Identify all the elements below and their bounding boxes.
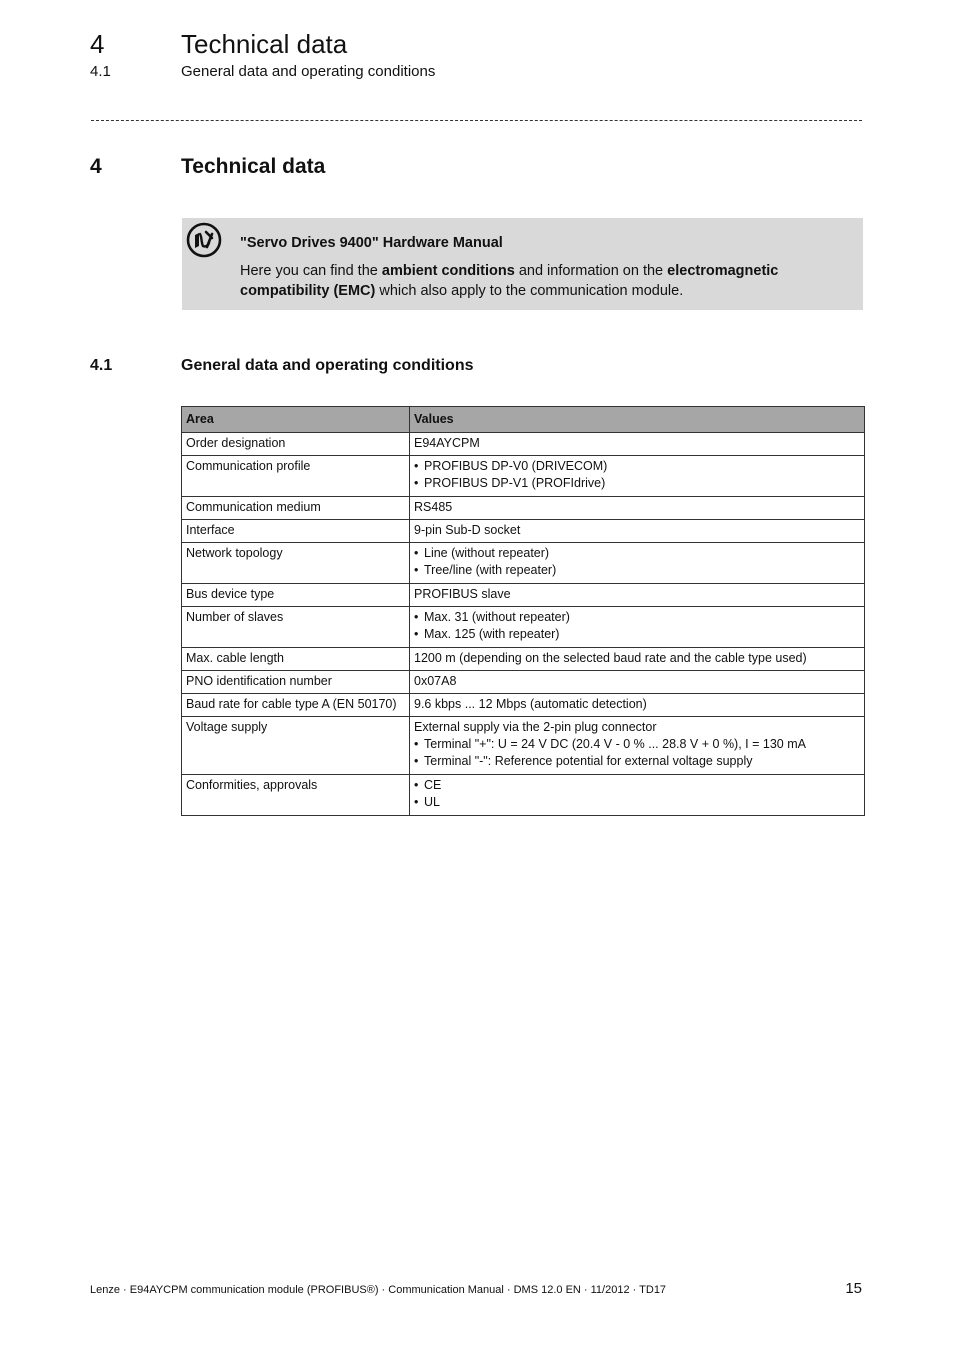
value-text: External supply via the 2-pin plug connector (414, 720, 657, 734)
running-header-section-title: General data and operating conditions (181, 63, 436, 80)
table-row (182, 543, 865, 584)
list-item: • Tree/line (with repeater) (414, 562, 860, 579)
manual-reference-icon (186, 222, 222, 258)
value-cell: PROFIBUS slave (410, 584, 865, 607)
section-title: General data and operating conditions (181, 357, 474, 374)
table-row (182, 717, 865, 775)
header-divider (91, 120, 862, 121)
list-item: • PROFIBUS DP-V0 (DRIVECOM) (414, 458, 860, 475)
column-header-values: Values (410, 407, 865, 433)
value-cell: 1200 m (depending on the selected baud rate and the cable type used) (410, 648, 865, 671)
area-cell: Conformities, approvals (182, 775, 410, 816)
value-cell (410, 543, 865, 584)
table-row (182, 648, 865, 671)
area-cell: Order designation (182, 433, 410, 456)
list-item: • Line (without repeater) (414, 545, 860, 562)
running-header-section-number: 4.1 (90, 63, 111, 80)
table-row (182, 456, 865, 497)
area-cell: Number of slaves (182, 607, 410, 648)
value-cell: E94AYCPM (410, 433, 865, 456)
table-row (182, 497, 865, 520)
column-header-area: Area (182, 407, 410, 433)
table-row (182, 775, 865, 816)
area-cell: Communication medium (182, 497, 410, 520)
chapter-number: 4 (90, 155, 102, 178)
area-cell: Voltage supply (182, 717, 410, 775)
list-item: • Terminal "+": U = 24 V DC (20.4 V - 0 % ... 28.8 V + 0 %), I = 130 mA (414, 736, 860, 753)
footer-text: Lenze · E94AYCPM communication module (PROFIBUS®) · Communication Manual · DMS 12.0 EN · 11/2012 · TD17 (90, 1284, 667, 1296)
value-cell (410, 717, 865, 775)
area-cell: Communication profile (182, 456, 410, 497)
page-number: 15 (845, 1280, 862, 1297)
value-cell: RS485 (410, 497, 865, 520)
note-body: Here you can find the ambient conditions and information on the electromagnetic compatibility (EMC) which also apply to the communication module. (240, 263, 779, 299)
running-header-chapter-number: 4 (90, 29, 105, 59)
running-header-chapter-title: Technical data (181, 29, 348, 59)
area-cell: Max. cable length (182, 648, 410, 671)
area-cell: Baud rate for cable type A (EN 50170) (182, 694, 410, 717)
list-item: • PROFIBUS DP-V1 (PROFIdrive) (414, 475, 860, 492)
value-cell (410, 607, 865, 648)
area-cell: PNO identification number (182, 671, 410, 694)
area-cell: Network topology (182, 543, 410, 584)
value-cell: 0x07A8 (410, 671, 865, 694)
value-cell (410, 456, 865, 497)
section-number: 4.1 (90, 357, 113, 374)
table-row (182, 520, 865, 543)
list-item: • Max. 125 (with repeater) (414, 626, 860, 643)
list-item: • Terminal "-": Reference potential for external voltage supply (414, 753, 860, 770)
table-row (182, 671, 865, 694)
general-data-table (181, 406, 865, 816)
table-header-row (182, 407, 865, 433)
area-cell: Bus device type (182, 584, 410, 607)
value-cell: 9.6 kbps ... 12 Mbps (automatic detection) (410, 694, 865, 717)
table-row (182, 607, 865, 648)
table-row (182, 433, 865, 456)
list-item: • UL (414, 794, 860, 811)
chapter-title: Technical data (181, 155, 326, 178)
area-cell: Interface (182, 520, 410, 543)
note-title: "Servo Drives 9400" Hardware Manual (240, 235, 503, 251)
list-item: • Max. 31 (without repeater) (414, 609, 860, 626)
list-item: • CE (414, 777, 860, 794)
value-cell (410, 775, 865, 816)
table-row (182, 584, 865, 607)
value-cell: 9-pin Sub-D socket (410, 520, 865, 543)
table-row (182, 694, 865, 717)
